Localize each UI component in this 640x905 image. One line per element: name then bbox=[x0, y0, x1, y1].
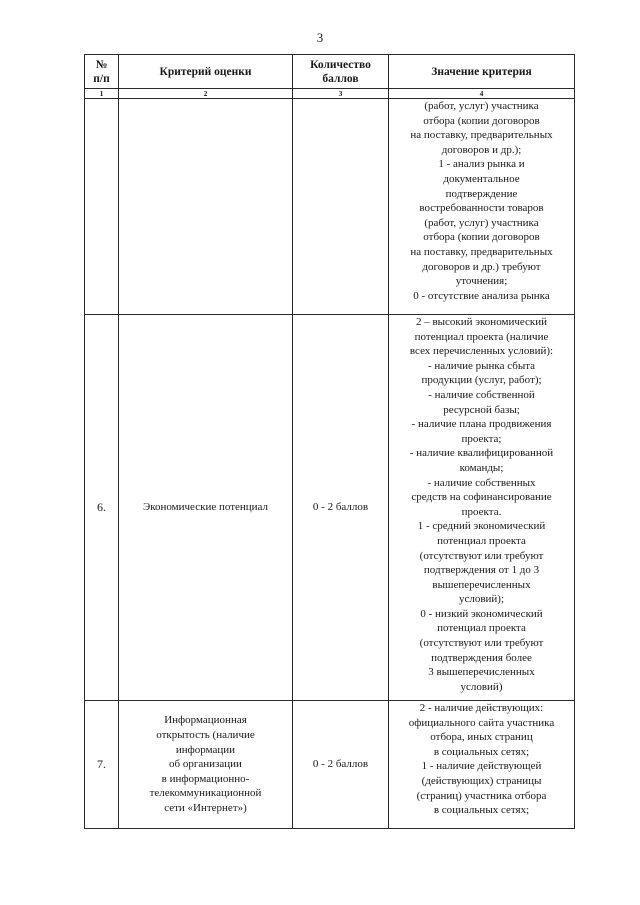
criteria-table bbox=[84, 54, 575, 829]
row-criterion: Экономические потенциал bbox=[119, 315, 293, 701]
header-criterion: Критерий оценки bbox=[119, 55, 293, 89]
row-criterion bbox=[119, 99, 293, 315]
row-number: 6. bbox=[85, 315, 119, 701]
column-index: 1 bbox=[85, 89, 119, 99]
table-row bbox=[85, 99, 575, 315]
row-criterion: Информационная открытость (наличие информации об организации в информационно- телекоммуникационной сети «Интернет») bbox=[119, 701, 293, 829]
header-number: № п/п bbox=[85, 55, 119, 89]
row-value: 2 - наличие действующих: официального сайта участника отбора, иных страниц в социальных сетях; 1 - наличие действующей (действующих) страницы (страниц) участника отбора в социальных сетях; bbox=[389, 701, 575, 829]
table-row bbox=[85, 701, 575, 829]
row-points bbox=[293, 99, 389, 315]
row-value: 2 – высокий экономический потенциал проекта (наличие всех перечисленных условий): - наличие рынка сбыта продукции (услуг, работ); - наличие собственной ресурсной базы; - наличие плана продвижения проекта; - наличие квалифицированной команды; - наличие собственных средств на софинансирование проекта. 1 - средний экономический потенциал проекта (отсутствуют или требуют подтверждения от 1 до 3 вышеперечисленных условий); 0 - низкий экономический потенциал проекта (отсутствуют или требуют подтверждения более 3 вышеперечисленных условий) bbox=[389, 315, 575, 701]
row-points: 0 - 2 баллов bbox=[293, 701, 389, 829]
row-number: 7. bbox=[85, 701, 119, 829]
header-value: Значение критерия bbox=[389, 55, 575, 89]
table-row bbox=[85, 315, 575, 701]
header-points: Количество баллов bbox=[293, 55, 389, 89]
row-value: (работ, услуг) участника отбора (копии договоров на поставку, предварительных договоров и др.); 1 - анализ рынка и документальное подтверждение востребованности товаров (работ, услуг) участника отбора (копии договоров на поставку, предварительных договоров и др.) требуют уточнения; 0 - отсутствие анализа рынка bbox=[389, 99, 575, 315]
column-index: 4 bbox=[389, 89, 575, 99]
column-index: 3 bbox=[293, 89, 389, 99]
table-header-row bbox=[85, 55, 575, 89]
page-number: 3 bbox=[316, 30, 324, 45]
row-points: 0 - 2 баллов bbox=[293, 315, 389, 701]
row-number bbox=[85, 99, 119, 315]
column-index-row bbox=[85, 89, 575, 99]
column-index: 2 bbox=[119, 89, 293, 99]
